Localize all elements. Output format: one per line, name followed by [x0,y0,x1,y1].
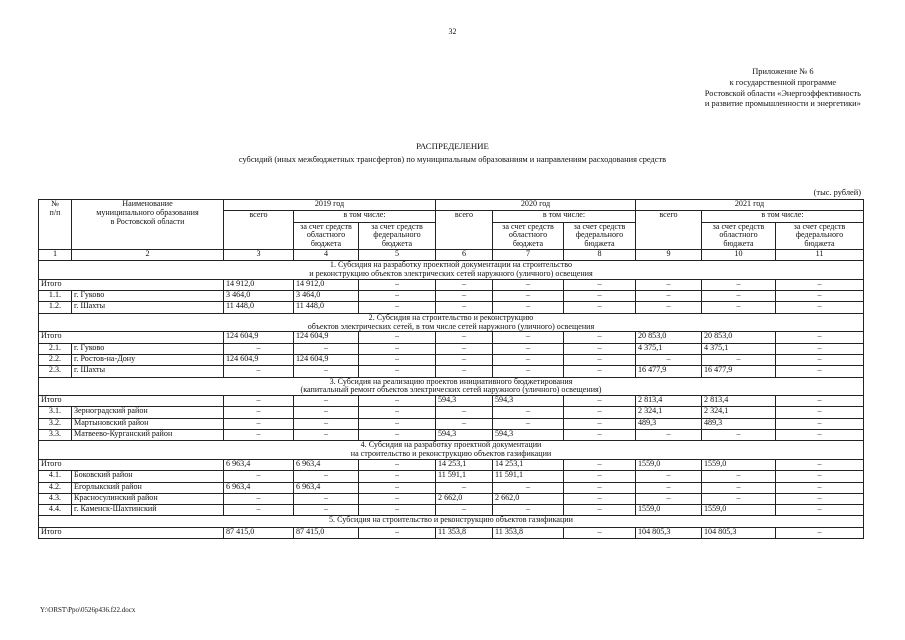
amount-cell: 16 477,9 [636,366,702,377]
amount-cell: – [359,471,436,482]
amount-cell: 594,3 [493,396,564,407]
amount-cell: – [359,482,436,493]
amount-cell: 11 591,1 [436,471,493,482]
row-number: 4.4. [39,505,72,516]
section-title [39,261,864,280]
amount-cell: 4 375,1 [702,343,776,354]
amount-cell: 11 591,1 [493,471,564,482]
municipality-name: Красносулинский район [72,493,224,504]
table-row [39,366,864,377]
municipality-name: г. Гуково [72,343,224,354]
table-row [39,354,864,365]
amount-cell: – [564,343,636,354]
page-number: 32 [448,27,457,36]
municipality-name: г. Гуково [72,291,224,302]
amount-cell: – [224,418,294,429]
amount-cell: 3 464,0 [224,291,294,302]
amount-cell: – [493,291,564,302]
amount-cell: – [359,291,436,302]
header-including: в том числе: [493,211,636,222]
header-federal-text: за счет средств федерального бюджета [793,222,846,249]
amount-cell: – [564,396,636,407]
amount-cell: – [294,430,359,441]
amount-cell: – [564,279,636,290]
amount-cell: – [776,366,864,377]
amount-cell: – [436,302,493,313]
table-row [39,291,864,302]
amount-cell: – [436,482,493,493]
col-number: 4 [294,249,359,260]
amount-cell: 14 912,0 [224,279,294,290]
amount-cell: 14 912,0 [294,279,359,290]
amount-cell: – [776,459,864,470]
section-title-text: 1. Субсидия на разработку проектной документации на строительство и реконструкцию объектов электрических сетей наружного (уличного) освещения [309,260,593,279]
amount-cell: – [776,291,864,302]
amount-cell: – [359,279,436,290]
amount-cell: – [436,279,493,290]
amount-cell: – [564,407,636,418]
amount-cell: – [436,354,493,365]
amount-cell: 594,3 [436,430,493,441]
table-body [39,261,864,539]
header-regional [702,222,776,249]
header-name-text: Наименование муниципального образования в Ростовской области [96,199,199,226]
table-row [39,471,864,482]
units-label: (тыс. рублей) [813,188,861,197]
amount-cell: – [564,459,636,470]
total-row [39,332,864,343]
header-federal [359,222,436,249]
amount-cell: – [493,343,564,354]
total-row [39,279,864,290]
amount-cell: – [702,354,776,365]
amount-cell: 11 448,0 [224,302,294,313]
header-total: всего [436,211,493,250]
amount-cell: – [294,418,359,429]
amount-cell: – [564,332,636,343]
municipality-name: Зерноградский район [72,407,224,418]
amount-cell: 11 448,0 [294,302,359,313]
amount-cell: – [224,366,294,377]
amount-cell: 124 604,9 [294,332,359,343]
amount-cell: – [224,505,294,516]
total-row [39,396,864,407]
amount-cell: – [702,291,776,302]
header-total: всего [224,211,294,250]
header-name [72,200,224,250]
amount-cell: – [224,343,294,354]
row-number: 1.2. [39,302,72,313]
amount-cell: – [776,493,864,504]
amount-cell: 2 662,0 [493,493,564,504]
municipality-name: г. Шахты [72,302,224,313]
col-number: 5 [359,249,436,260]
amount-cell: – [702,471,776,482]
amount-cell: – [702,493,776,504]
document-title: РАСПРЕДЕЛЕНИЕ [416,141,489,151]
amount-cell: – [776,407,864,418]
amount-cell: – [436,343,493,354]
amount-cell: – [564,471,636,482]
amount-cell: 14 253,1 [436,459,493,470]
amount-cell: – [436,418,493,429]
amount-cell: – [702,279,776,290]
amount-cell: 20 853,0 [636,332,702,343]
amount-cell: 1559,0 [636,459,702,470]
section-title-text: 5. Субсидия на строительство и реконструкцию объектов газификации [329,515,573,525]
document-subtitle: субсидий (иных межбюджетных трансфертов) по муниципальным образованиям и направлениям расходования средств [238,155,667,164]
amount-cell: – [436,366,493,377]
amount-cell: – [493,482,564,493]
header-regional [493,222,564,249]
amount-cell: 489,3 [702,418,776,429]
section-title-row [39,516,864,527]
amount-cell: – [564,430,636,441]
amount-cell: – [564,366,636,377]
municipality-name: г. Каменск-Шахтинский [72,505,224,516]
amount-cell: 594,3 [436,396,493,407]
amount-cell: – [636,279,702,290]
table-row [39,493,864,504]
row-number: 1.1. [39,291,72,302]
amount-cell: 1559,0 [702,505,776,516]
amount-cell: 87 415,0 [224,527,294,538]
amount-cell: – [436,332,493,343]
col-number: 2 [72,249,224,260]
amount-cell: – [493,418,564,429]
table-row [39,343,864,354]
header-federal-text: за счет средств федерального бюджета [371,222,423,249]
amount-cell: – [359,396,436,407]
section-title [39,441,864,460]
amount-cell: – [294,493,359,504]
amount-cell: – [776,430,864,441]
amount-cell: – [776,302,864,313]
amount-cell: – [224,430,294,441]
amount-cell: – [564,291,636,302]
row-number: 3.2. [39,418,72,429]
amount-cell: – [359,459,436,470]
amount-cell: – [436,407,493,418]
col-number: 3 [224,249,294,260]
amount-cell: – [359,343,436,354]
amount-cell: – [636,354,702,365]
header-year-2021: 2021 год [636,200,864,211]
appendix-note [705,67,861,110]
amount-cell: 20 853,0 [702,332,776,343]
appendix-line: Приложение № 6 [752,67,814,76]
header-year-2020: 2020 год [436,200,636,211]
amount-cell: – [564,493,636,504]
amount-cell: – [224,493,294,504]
amount-cell: – [564,302,636,313]
section-title-text: 4. Субсидия на разработку проектной документации на строительство и реконструкцию объектов газификации [350,440,552,459]
row-number: 2.2. [39,354,72,365]
amount-cell: 11 353,8 [436,527,493,538]
amount-cell: 6 963,4 [224,459,294,470]
amount-cell: – [359,332,436,343]
amount-cell: 2 324,1 [702,407,776,418]
row-number: 3.3. [39,430,72,441]
section-title-text: 3. Субсидия на реализацию проектов инициативного бюджетирования (капитальный ремонт объектов электрических сетей наружного (уличного) освещения) [300,377,602,395]
row-number: 4.3. [39,493,72,504]
amount-cell: 3 464,0 [294,291,359,302]
section-title-row [39,441,864,460]
amount-cell: – [776,343,864,354]
header-total: всего [636,211,702,250]
col-number: 7 [493,249,564,260]
amount-cell: – [493,366,564,377]
amount-cell: – [493,332,564,343]
section-title-row [39,261,864,280]
amount-cell: – [776,354,864,365]
col-number: 10 [702,249,776,260]
row-total-label: Итого [39,332,224,343]
header-regional-text: за счет средств областного бюджета [300,222,352,249]
amount-cell: 16 477,9 [702,366,776,377]
amount-cell: – [564,482,636,493]
amount-cell: 1559,0 [702,459,776,470]
amount-cell: – [224,396,294,407]
amount-cell: – [636,430,702,441]
section-title [39,377,864,396]
amount-cell: – [636,482,702,493]
amount-cell: 2 324,1 [636,407,702,418]
header-including: в том числе: [702,211,864,222]
row-total-label: Итого [39,396,224,407]
amount-cell: 124 604,9 [224,332,294,343]
amount-cell: – [294,343,359,354]
amount-cell: – [294,407,359,418]
header-year-2019: 2019 год [224,200,436,211]
header-federal-text: за счет средств федерального бюджета [573,222,626,249]
col-number: 9 [636,249,702,260]
distribution-table [38,199,864,539]
amount-cell: – [224,407,294,418]
amount-cell: 87 415,0 [294,527,359,538]
amount-cell: 14 253,1 [493,459,564,470]
amount-cell: – [436,291,493,302]
amount-cell: – [294,396,359,407]
municipality-name: Егорлыкский район [72,482,224,493]
amount-cell: – [359,418,436,429]
file-path-footer: Y:\ORST\Ppo\0526p436.f22.docx [40,606,136,614]
amount-cell: – [564,527,636,538]
row-total-label: Итого [39,279,224,290]
amount-cell: 2 813,4 [702,396,776,407]
amount-cell: 489,3 [636,418,702,429]
header-including: в том числе: [294,211,436,222]
header-regional-text: за счет средств областного бюджета [712,222,765,249]
amount-cell: – [294,505,359,516]
amount-cell: 104 805,3 [636,527,702,538]
amount-cell: – [636,291,702,302]
amount-cell: – [359,366,436,377]
amount-cell: – [776,396,864,407]
col-number: 6 [436,249,493,260]
row-number: 3.1. [39,407,72,418]
row-total-label: Итого [39,527,224,538]
amount-cell: – [776,505,864,516]
amount-cell: – [436,505,493,516]
amount-cell: – [359,354,436,365]
amount-cell: 1559,0 [636,505,702,516]
municipality-name: г. Шахты [72,366,224,377]
row-number: 4.1. [39,471,72,482]
table-row [39,302,864,313]
amount-cell: – [564,505,636,516]
table-row [39,407,864,418]
amount-cell: 104 805,3 [702,527,776,538]
col-number: 11 [776,249,864,260]
amount-cell: 6 963,4 [294,459,359,470]
municipality-name: Боковский район [72,471,224,482]
header-num [39,200,72,250]
amount-cell: – [776,527,864,538]
amount-cell: – [359,430,436,441]
amount-cell: – [702,482,776,493]
municipality-name: Матвеево-Курганский район [72,430,224,441]
amount-cell: – [493,354,564,365]
amount-cell: 124 604,9 [224,354,294,365]
amount-cell: – [564,354,636,365]
total-row [39,527,864,538]
table-row [39,418,864,429]
amount-cell: – [359,493,436,504]
section-title [39,516,864,527]
amount-cell: – [636,493,702,504]
header-federal [776,222,864,249]
amount-cell: 2 662,0 [436,493,493,504]
row-total-label: Итого [39,459,224,470]
amount-cell: – [294,471,359,482]
appendix-line: к государственной программе [729,77,837,87]
table-row [39,505,864,516]
amount-cell: – [776,471,864,482]
header-regional [294,222,359,249]
amount-cell: – [776,332,864,343]
amount-cell: 6 963,4 [224,482,294,493]
amount-cell: – [493,505,564,516]
municipality-name: Мартыновский район [72,418,224,429]
row-number: 4.2. [39,482,72,493]
header-federal [564,222,636,249]
row-number: 2.3. [39,366,72,377]
section-title [39,313,864,332]
table-row [39,430,864,441]
amount-cell: – [493,407,564,418]
section-title-row [39,313,864,332]
amount-cell: – [359,407,436,418]
amount-cell: – [702,430,776,441]
amount-cell: 4 375,1 [636,343,702,354]
amount-cell: – [493,279,564,290]
header-regional-text: за счет средств областного бюджета [502,222,554,249]
amount-cell: – [294,366,359,377]
amount-cell: – [359,527,436,538]
amount-cell: – [359,505,436,516]
amount-cell: – [776,279,864,290]
section-title-row [39,377,864,396]
amount-cell: 6 963,4 [294,482,359,493]
appendix-line: и развитие промышленности и энергетики» [704,99,861,109]
section-title-text: 2. Субсидия на строительство и реконструкцию объектов электрических сетей, в том числе сетей наружного (уличного) освещения [307,313,595,331]
amount-cell: – [359,302,436,313]
amount-cell: – [493,302,564,313]
table-row [39,482,864,493]
amount-cell: – [564,418,636,429]
amount-cell: 124 604,9 [294,354,359,365]
amount-cell: – [636,302,702,313]
total-row [39,459,864,470]
municipality-name: г. Ростов-на-Дону [72,354,224,365]
amount-cell: – [636,471,702,482]
amount-cell: – [224,471,294,482]
appendix-line: Ростовской области «Энергоэффективность [704,88,861,98]
col-number: 1 [39,249,72,260]
amount-cell: 11 353,8 [493,527,564,538]
amount-cell: – [702,302,776,313]
col-number: 8 [564,249,636,260]
row-number: 2.1. [39,343,72,354]
amount-cell: 2 813,4 [636,396,702,407]
amount-cell: 594,3 [493,430,564,441]
amount-cell: – [776,418,864,429]
header-num-text: № п/п [49,199,61,217]
amount-cell: – [776,482,864,493]
